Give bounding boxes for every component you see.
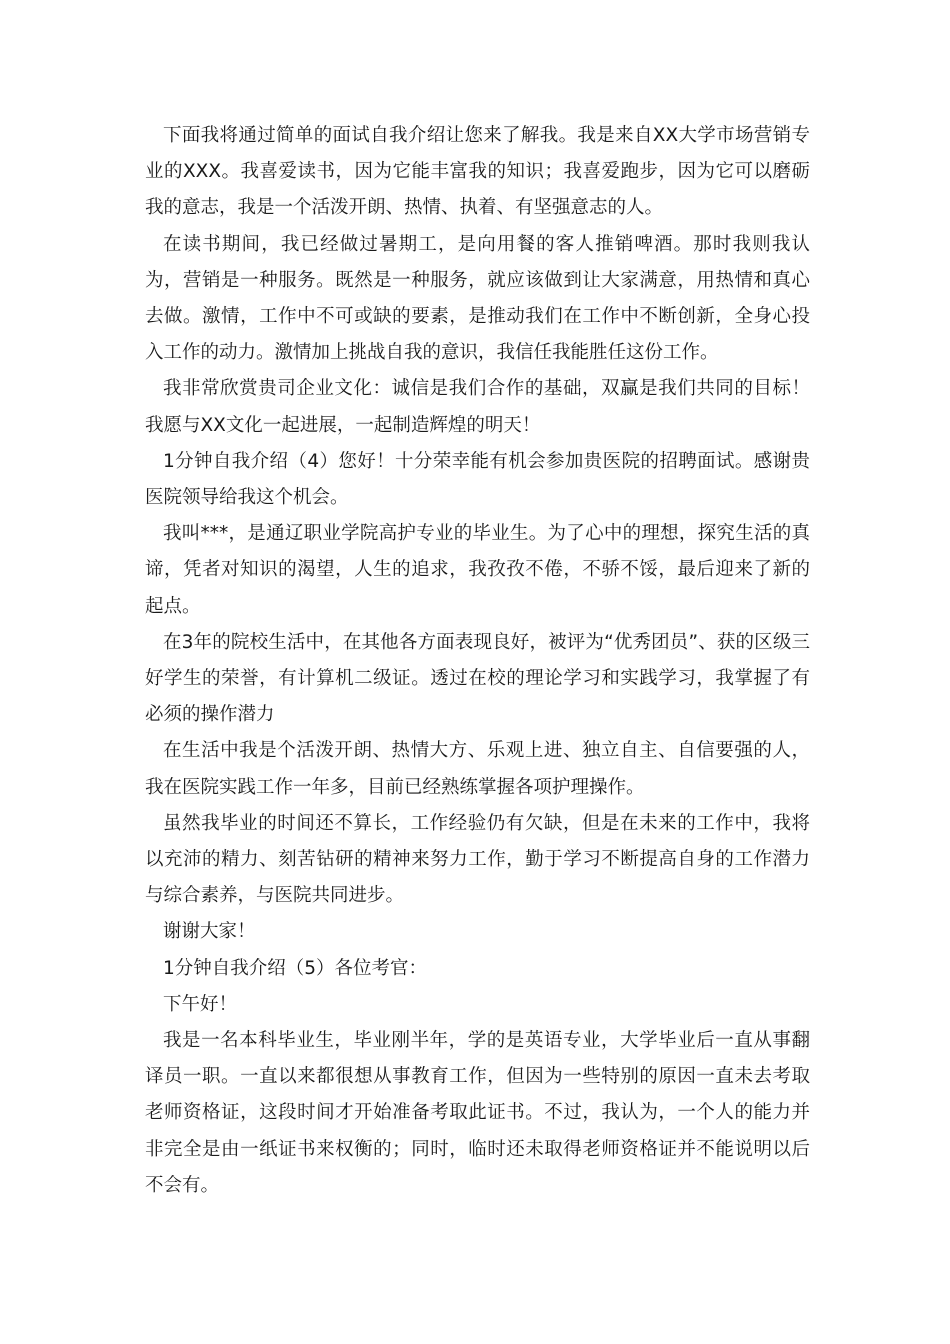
paragraph-sales-experience: 在读书期间，我已经做过暑期工，是向用餐的客人推销啤酒。那时我则我认为，营销是一种服务。既然是一种服务，就应该做到让大家满意，用热情和真心去做。激情，工作中不可或缺的要素，是推动我们在工作中不断创新，全身心投入工作的动力。激情加上挑战自我的意识，我信任我能胜任这份工作。 <box>145 233 810 364</box>
paragraph-future-work: 虽然我毕业的时间还不算长，工作经验仍有欠缺，但是在未来的工作中，我将以充沛的精力、刻苦钻研的精神来努力工作，勤于学习不断提高自身的工作潜力与综合素养，与医院共同进步。 <box>145 812 810 907</box>
paragraph-name-school: 我叫***，是通辽职业学院高护专业的毕业生。为了心中的理想，探究生活的真谛，凭者对知识的渴望，人生的追求，我孜孜不倦，不骄不馁，最后迎来了新的起点。 <box>145 523 810 617</box>
document-body <box>145 118 810 1204</box>
paragraph-personality: 在生活中我是个活泼开朗、热情大方、乐观上进、独立自主、自信要强的人，我在医院实践工作一年多，目前已经熟练掌握各项护理操作。 <box>145 740 810 798</box>
paragraph-self-intro-4: 1分钟自我介绍（4）您好！十分荣幸能有机会参加贵医院的招聘面试。感谢贵医院领导给我这个机会。 <box>145 450 810 509</box>
paragraph-self-intro-5: 1分钟自我介绍（5）各位考官： <box>163 957 428 979</box>
paragraph-company-culture: 我非常欣赏贵司企业文化：诚信是我们合作的基础，双赢是我们共同的目标！我愿与XX文化一起进展，一起制造辉煌的明天！ <box>145 378 810 436</box>
paragraph-intro: 下面我将通过简单的面试自我介绍让您来了解我。我是来自XX大学市场营销专业的XXX。我喜爱读书，因为它能丰富我的知识；我喜爱跑步，因为它可以磨砺我的意志，我是一个活泼开朗、热情、执着、有坚强意志的人。 <box>145 125 810 219</box>
paragraph-greeting: 下午好！ <box>163 993 238 1015</box>
paragraph-thanks: 谢谢大家！ <box>163 921 256 943</box>
paragraph-graduate: 我是一名本科毕业生，毕业刚半年，学的是英语专业，大学毕业后一直从事翻译员一职。一直以来都很想从事教育工作，但因为一些特别的原因一直未去考取老师资格证，这段时间才开始准备考取此证书。不过，我认为，一个人的能力并非完全是由一纸证书来权衡的；同时，临时还未取得老师资格证并不能说明以后不会有。 <box>145 1030 810 1196</box>
paragraph-college-life: 在3年的院校生活中，在其他各方面表现良好，被评为“优秀团员”、获的区级三好学生的荣誉，有计算机二级证。透过在校的理论学习和实践学习，我掌握了有必须的操作潜力 <box>145 631 810 726</box>
